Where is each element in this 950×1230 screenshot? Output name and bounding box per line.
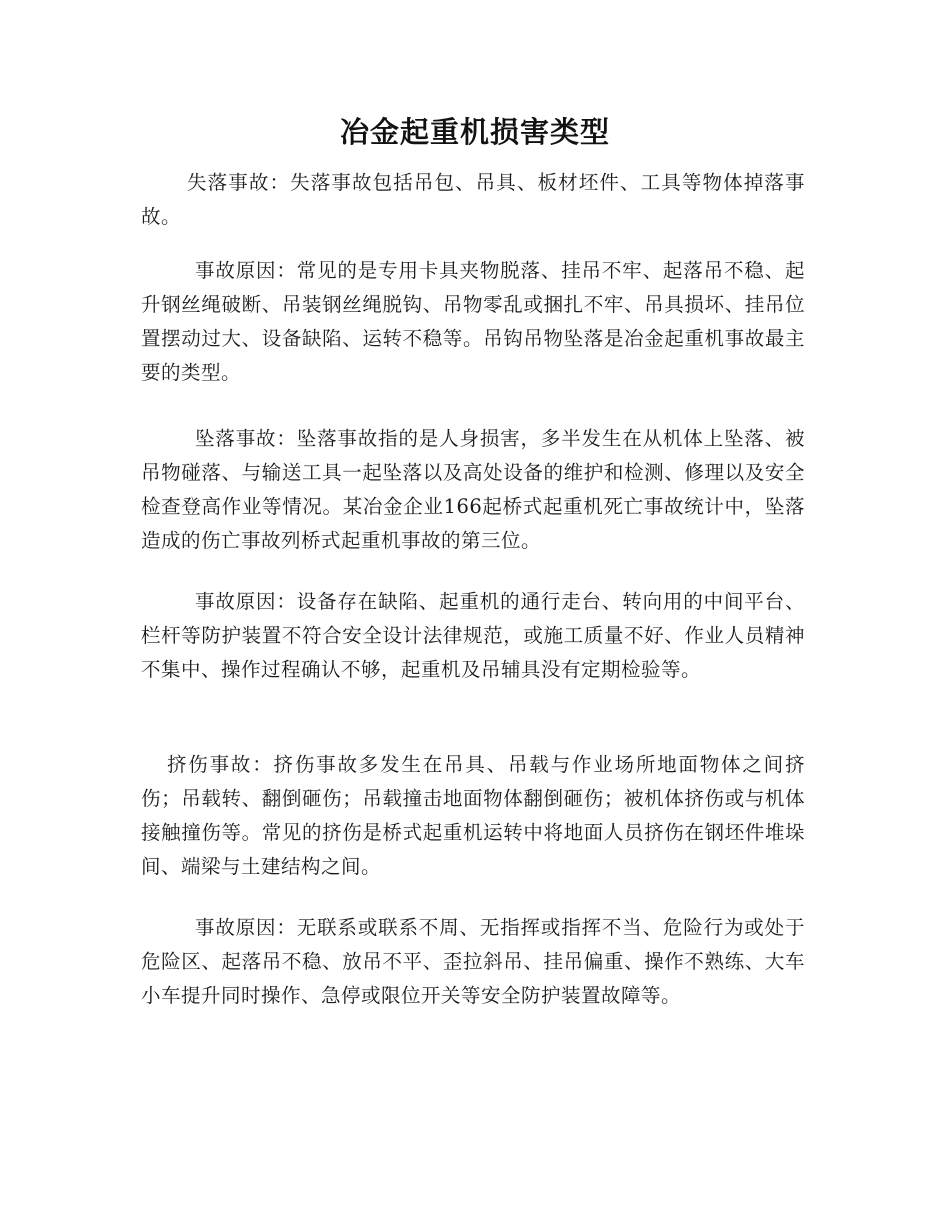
- paragraph-falling-objects-causes: 事故原因：常见的是专用卡具夹物脱落、挂吊不牢、起落吊不稳、起升钢丝绳破断、吊装钢丝绳脱钩、吊物零乱或捆扎不牢、吊具损坏、挂吊位置摆动过大、设备缺陷、运转不稳等。吊钩吊物坠落是冶金起重机事故最主要的类型。: [141, 259, 805, 384]
- document-title: 冶金起重机损害类型: [339, 115, 610, 149]
- paragraph-crush-accidents-causes: 事故原因：无联系或联系不周、无指挥或指挥不当、危险行为或处于危险区、起落吊不稳、放吊不平、歪拉斜吊、挂吊偏重、操作不熟练、大车小车提升同时操作、急停或限位开关等安全防护装置故障等。: [141, 916, 805, 1007]
- paragraph-fall-accidents-causes: 事故原因：设备存在缺陷、起重机的通行走台、转向用的中间平台、栏杆等防护装置不符合安全设计法律规范，或施工质量不好、作业人员精神不集中、操作过程确认不够，起重机及吊辅具没有定期检验等。: [141, 590, 805, 681]
- paragraph-falling-objects: 失落事故：失落事故包括吊包、吊具、板材坯件、工具等物体掉落事故。: [141, 171, 805, 228]
- paragraph-fall-accidents: 坠落事故：坠落事故指的是人身损害，多半发生在从机体上坠落、被吊物碰落、与输送工具一起坠落以及高处设备的维护和检测、修理以及安全检查登高作业等情况。某冶金企业166起桥式起重机死亡事故统计中，坠落造成的伤亡事故列桥式起重机事故的第三位。: [141, 427, 805, 552]
- paragraph-crush-accidents: 挤伤事故：挤伤事故多发生在吊具、吊载与作业场所地面物体之间挤伤；吊载转、翻倒砸伤；吊载撞击地面物体翻倒砸伤；被机体挤伤或与机体接触撞伤等。常见的挤伤是桥式起重机运转中将地面人员挤伤在钢坯件堆垛间、端梁与土建结构之间。: [141, 753, 805, 878]
